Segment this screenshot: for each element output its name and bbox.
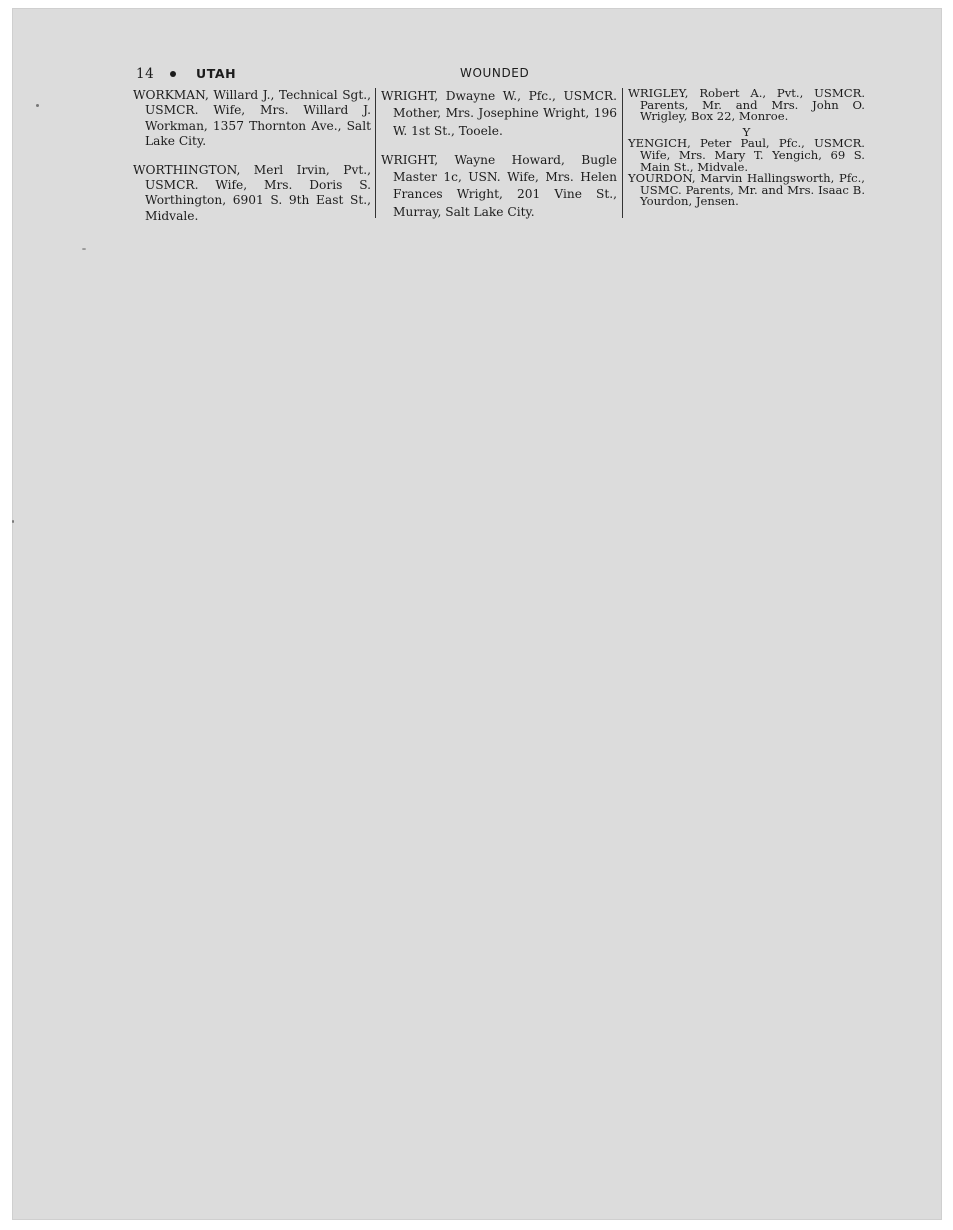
- column-2: [381, 88, 617, 233]
- scan-speck: [82, 248, 86, 250]
- bullet-icon: [170, 71, 176, 77]
- column-divider: [622, 88, 623, 218]
- scan-speck: [12, 520, 14, 523]
- list-item: WRIGHT, Wayne Howard, Bugle Master 1c, USN. Wife, Mrs. Helen Frances Wright, 201 Vine St., Murray, Salt Lake City.: [381, 152, 617, 219]
- document-page: [12, 8, 942, 1220]
- column-3: [628, 88, 865, 208]
- state-title: UTAH: [196, 66, 237, 81]
- column-1: [133, 88, 371, 237]
- scan-speck: [36, 104, 39, 107]
- list-item: YOURDON, Marvin Hallingsworth, Pfc., USMC. Parents, Mr. and Mrs. Isaac B. Yourdon, Jensen.: [628, 171, 865, 209]
- list-item: YENGICH, Peter Paul, Pfc., USMCR. Wife, Mrs. Mary T. Yengich, 69 S. Main St., Midvale.: [628, 136, 865, 174]
- list-item: WRIGLEY, Robert A., Pvt., USMCR. Parents, Mr. and Mrs. John O. Wrigley, Box 22, Monroe.: [628, 86, 865, 124]
- page-number: 14: [136, 66, 155, 82]
- list-item: WORKMAN, Willard J., Technical Sgt., USMCR. Wife, Mrs. Willard J. Workman, 1357 Thornton Ave., Salt Lake City.: [133, 88, 371, 149]
- list-item: WRIGHT, Dwayne W., Pfc., USMCR. Mother, Mrs. Josephine Wright, 196 W. 1st St., Tooele.: [381, 89, 617, 138]
- letter-heading: Y: [742, 124, 751, 139]
- list-item: WORTHINGTON, Merl Irvin, Pvt., USMCR. Wife, Mrs. Doris S. Worthington, 6901 S. 9th East St., Midvale.: [133, 162, 371, 223]
- section-title: WOUNDED: [460, 66, 530, 80]
- page-header: [12, 66, 942, 86]
- column-divider: [375, 88, 376, 218]
